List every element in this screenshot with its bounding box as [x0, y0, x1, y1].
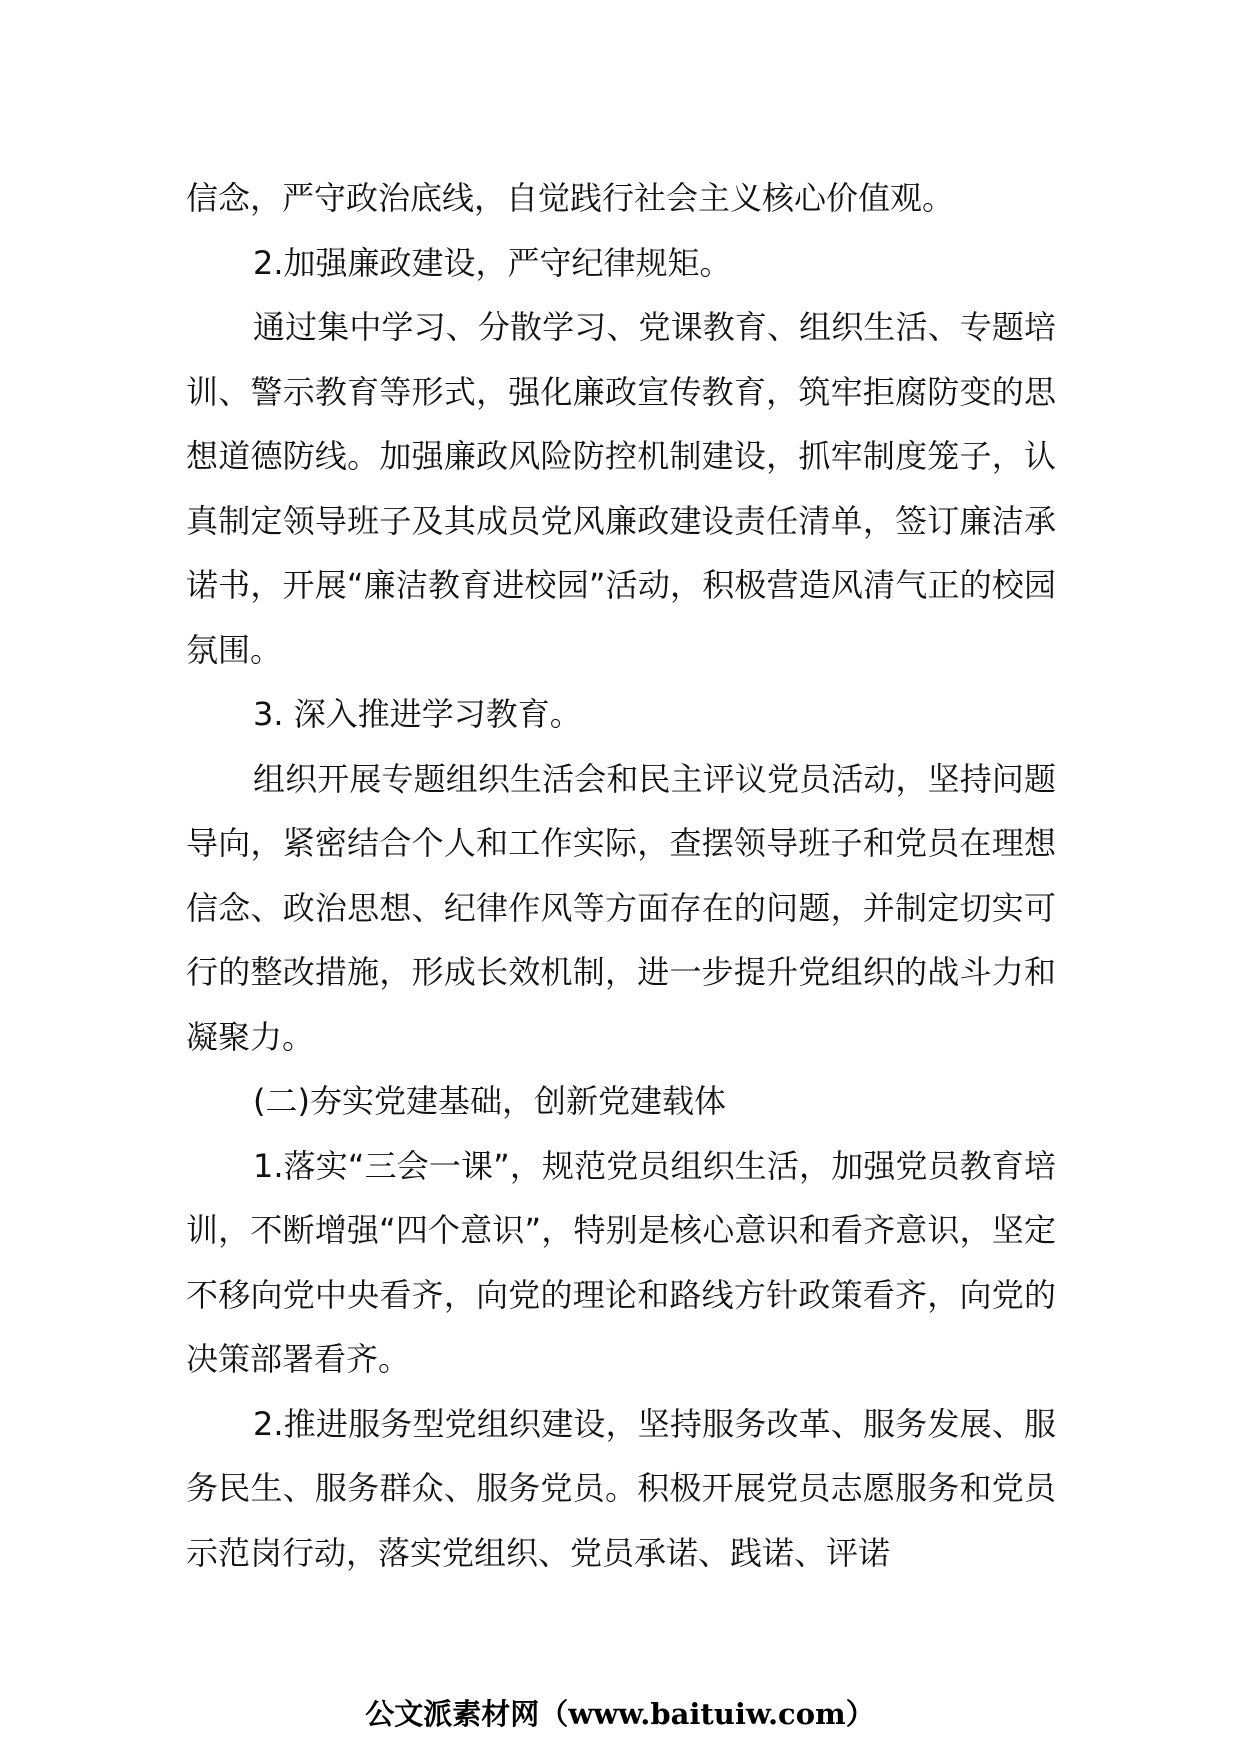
document-body — [186, 166, 1056, 1585]
paragraph-continuation: 信念，严守政治底线，自觉践行社会主义核心价值观。 — [186, 179, 955, 217]
paragraph-body: 组织开展专题组织生活会和民主评议党员活动，坚持问题导向，紧密结合个人和工作实际，查摆领导班子和党员在理想信念、政治思想、纪律作风等方面存在的问题，并制定切实可行的整改措施，形成长效机制，进一步提升党组织的战斗力和凝聚力。 — [186, 759, 1056, 1056]
paragraph-heading-3: 3. 深入推进学习教育。 — [253, 695, 582, 733]
section-heading: (二)夯实党建基础，创新党建载体 — [253, 1082, 726, 1120]
paragraph-heading-2: 2.加强廉政建设，严守纪律规矩。 — [253, 243, 732, 282]
paragraph-item-2: 2.推进服务型党组织建设，坚持服务改革、服务发展、服务民生、服务群众、服务党员。积极开展党员志愿服务和党员示范岗行动，落实党组织、党员承诺、践诺、评诺 — [186, 1404, 1056, 1572]
paragraph-item-1: 1.落实“三会一课”，规范党员组织生活，加强党员教育培训，不断增强“四个意识”，特别是核心意识和看齐意识，坚定不移向党中央看齐，向党的理论和路线方针政策看齐，向党的决策部署看齐。 — [186, 1146, 1056, 1378]
paragraph-body: 通过集中学习、分散学习、党课教育、组织生活、专题培训、警示教育等形式，强化廉政宣传教育，筑牢拒腐防变的思想道德防线。加强廉政风险防控机制建设，抓牢制度笼子，认真制定领导班子及其成员党风廉政建设责任清单，签订廉洁承诺书，开展“廉洁教育进校园”活动，积极营造风清气正的校园氛围。 — [186, 308, 1056, 669]
page-footer-watermark: 公文派素材网（www.baituiw.com） — [365, 1697, 875, 1731]
